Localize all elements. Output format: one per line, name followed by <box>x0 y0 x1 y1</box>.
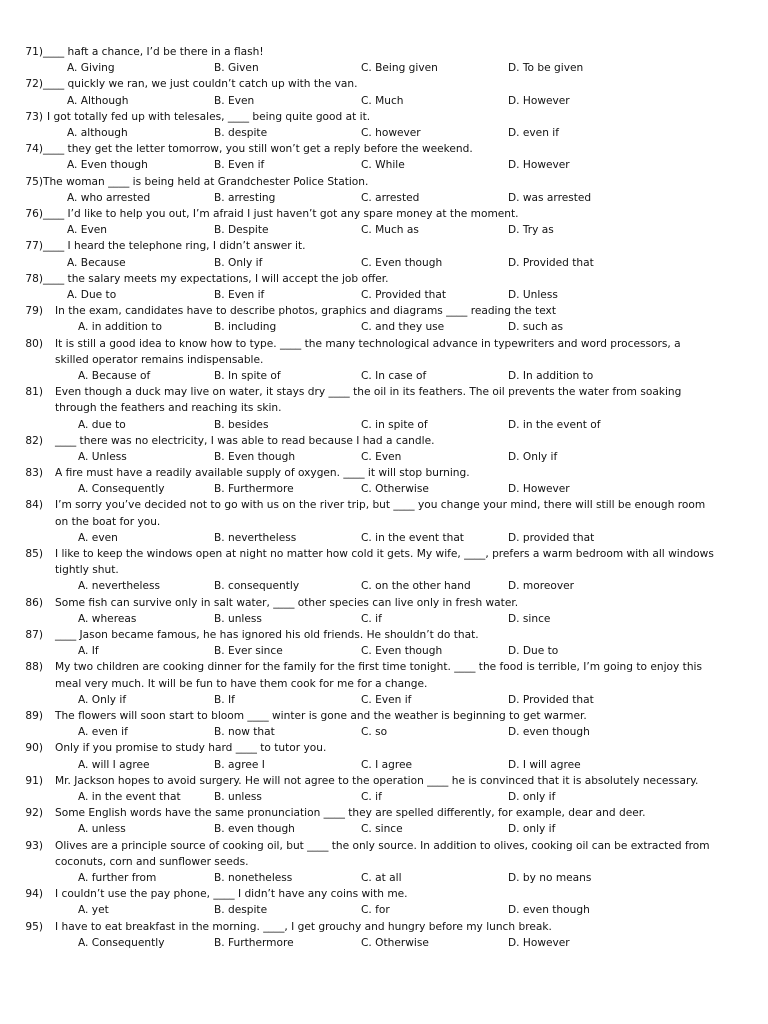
question-item <box>0 174 768 206</box>
question-number: 88) <box>25 661 43 674</box>
question-text: I couldn’t use the pay phone, ____ I didn’t have any coins with me. <box>55 888 408 901</box>
option-a: A. due to <box>78 418 126 431</box>
answer-options <box>0 93 768 109</box>
question-number: 90) <box>25 742 43 755</box>
answer-options <box>0 222 768 238</box>
question-number: 79) <box>25 305 43 318</box>
question-text: Some fish can survive only in salt water, ____ other species can live only in fresh water. <box>55 596 519 609</box>
question-number: 84) <box>25 499 43 512</box>
question-item <box>0 886 768 918</box>
question-number: 72) <box>25 78 43 91</box>
option-a: A. yet <box>78 904 109 917</box>
option-d: D. was arrested <box>508 191 592 204</box>
option-c: C. I agree <box>361 758 412 771</box>
question-stem <box>0 433 768 449</box>
option-d: D. even though <box>508 726 590 739</box>
option-c: C. Otherwise <box>361 483 429 496</box>
option-c: C. Even though <box>361 645 443 658</box>
option-c: C. since <box>361 823 403 836</box>
question-number: 92) <box>25 807 43 820</box>
question-stem <box>0 773 768 789</box>
question-number: 83) <box>25 467 43 480</box>
option-d: D. since <box>508 612 551 625</box>
question-stem <box>0 497 768 529</box>
question-number: 71) <box>25 46 43 58</box>
question-item <box>0 76 768 108</box>
question-number: 86) <box>25 596 43 609</box>
question-text: Only if you promise to study hard ____ to tutor you. <box>55 742 327 755</box>
question-stem <box>0 303 768 319</box>
worksheet <box>0 44 768 951</box>
option-c: C. however <box>361 126 421 139</box>
question-text: Mr. Jackson hopes to avoid surgery. He will not agree to the operation ____ he is convinced that it is absolutely necessary. <box>55 774 699 787</box>
option-d: D. In addition to <box>508 369 594 382</box>
question-stem <box>0 886 768 902</box>
option-b: B. unless <box>214 791 262 804</box>
question-number: 75) <box>25 175 43 188</box>
answer-options <box>0 255 768 271</box>
question-stem <box>0 805 768 821</box>
question-item <box>0 919 768 951</box>
option-a: A. even <box>78 531 118 544</box>
option-b: B. Only if <box>214 256 263 269</box>
option-c: C. Even though <box>361 256 443 269</box>
option-d: D. I will agree <box>508 758 581 771</box>
question-stem <box>0 44 768 60</box>
question-item <box>0 627 768 659</box>
question-stem <box>0 595 768 611</box>
answer-options <box>0 449 768 465</box>
option-b: B. Even though <box>214 450 296 463</box>
question-stem <box>0 384 768 416</box>
option-d: D. in the event of <box>508 418 601 431</box>
option-b: B. If <box>214 693 235 706</box>
option-d: D. Try as <box>508 224 554 237</box>
option-b: B. besides <box>214 418 269 431</box>
question-number: 89) <box>25 710 43 723</box>
option-c: C. and they use <box>361 321 445 334</box>
question-item <box>0 546 768 595</box>
answer-options <box>0 643 768 659</box>
question-text: I’m sorry you’ve decided not to go with us on the river trip, but ____ you change your mind, there will still be enough room on the boat for you. <box>55 499 709 528</box>
answer-options <box>0 578 768 594</box>
question-number: 94) <box>25 888 43 901</box>
option-d: D. Provided that <box>508 693 594 706</box>
option-c: C. Much as <box>361 224 419 237</box>
option-b: B. unless <box>214 612 262 625</box>
answer-options <box>0 481 768 497</box>
question-text: Olives are a principle source of cooking oil, but ____ the only source. In addition to olives, cooking oil can be extracted from coconuts, corn and sunflower seeds. <box>55 839 713 868</box>
option-c: C. if <box>361 791 382 804</box>
option-d: D. Provided that <box>508 256 594 269</box>
question-item <box>0 595 768 627</box>
option-b: B. even though <box>214 823 295 836</box>
question-text: ____ there was no electricity, I was able to read because I had a candle. <box>55 434 435 447</box>
question-stem <box>0 465 768 481</box>
question-stem <box>0 141 768 157</box>
option-c: C. on the other hand <box>361 580 471 593</box>
question-item <box>0 838 768 887</box>
question-text: ____ I heard the telephone ring, I didn’t answer it. <box>43 240 306 253</box>
option-b: B. Furthermore <box>214 936 294 949</box>
question-number: 95) <box>25 920 43 933</box>
question-stem <box>0 238 768 254</box>
option-a: A. in addition to <box>78 321 162 334</box>
option-b: B. agree I <box>214 758 265 771</box>
question-item <box>0 109 768 141</box>
question-stem <box>0 708 768 724</box>
answer-options <box>0 417 768 433</box>
question-item <box>0 740 768 772</box>
question-stem <box>0 546 768 578</box>
option-c: C. at all <box>361 872 402 885</box>
question-number: 80) <box>25 337 43 350</box>
question-stem <box>0 838 768 870</box>
question-item <box>0 384 768 433</box>
option-d: D. Due to <box>508 645 559 658</box>
option-d: D. even if <box>508 126 559 139</box>
answer-options <box>0 60 768 76</box>
option-d: D. only if <box>508 823 556 836</box>
option-b: B. nonetheless <box>214 872 293 885</box>
question-item <box>0 805 768 837</box>
option-a: A. Consequently <box>78 936 165 949</box>
answer-options <box>0 870 768 886</box>
option-a: A. even if <box>78 726 128 739</box>
option-d: D. Only if <box>508 450 558 463</box>
answer-options <box>0 611 768 627</box>
question-number: 85) <box>25 548 43 561</box>
option-d: D. However <box>508 936 570 949</box>
answer-options <box>0 125 768 141</box>
question-stem <box>0 659 768 691</box>
option-a: A. in the event that <box>78 791 181 804</box>
question-item <box>0 271 768 303</box>
question-stem <box>0 919 768 935</box>
answer-options <box>0 530 768 546</box>
question-text: I like to keep the windows open at night no matter how cold it gets. My wife, ____, prefers a warm bedroom with all windows tightly shut. <box>55 548 718 577</box>
option-c: C. In case of <box>361 369 427 382</box>
question-number: 81) <box>25 386 43 399</box>
option-a: A. Only if <box>78 693 127 706</box>
option-a: A. If <box>78 645 99 658</box>
question-stem <box>0 174 768 190</box>
question-stem <box>0 627 768 643</box>
question-stem <box>0 109 768 125</box>
option-d: D. However <box>508 483 570 496</box>
option-d: D. by no means <box>508 872 592 885</box>
option-a: A. although <box>67 126 128 139</box>
option-c: C. if <box>361 612 382 625</box>
question-text: The woman ____ is being held at Grandchester Police Station. <box>43 175 369 188</box>
option-a: A. whereas <box>78 612 137 625</box>
option-a: A. Even though <box>67 159 148 172</box>
option-a: A. Giving <box>67 62 115 75</box>
answer-options <box>0 789 768 805</box>
question-item <box>0 433 768 465</box>
option-c: C. Provided that <box>361 288 446 301</box>
question-number: 76) <box>25 207 43 220</box>
question-stem <box>0 76 768 92</box>
option-d: D. Unless <box>508 288 558 301</box>
option-b: B. despite <box>214 904 268 917</box>
option-a: A. further from <box>78 872 157 885</box>
option-c: C. Otherwise <box>361 936 429 949</box>
option-b: B. Ever since <box>214 645 283 658</box>
question-item <box>0 659 768 708</box>
question-text: ____ quickly we ran, we just couldn’t catch up with the van. <box>43 78 358 91</box>
question-text: It is still a good idea to know how to type. ____ the many technological advance in typewriters and word processors, a skilled operator remains indispensable. <box>55 337 684 366</box>
question-stem <box>0 740 768 756</box>
question-item <box>0 465 768 497</box>
question-text: Even though a duck may live on water, it stays dry ____ the oil in its feathers. The oil prevents the water from soaking through the feathers and reaching its skin. <box>55 386 685 415</box>
option-a: A. Unless <box>78 450 127 463</box>
question-text: I got totally fed up with telesales, ____ being quite good at it. <box>47 110 371 123</box>
option-b: B. arresting <box>214 191 276 204</box>
option-d: D. However <box>508 159 570 172</box>
question-text: ____ I’d like to help you out, I’m afraid I just haven’t got any spare money at the moment. <box>43 207 519 220</box>
question-item <box>0 238 768 270</box>
question-item <box>0 44 768 76</box>
answer-options <box>0 724 768 740</box>
option-b: B. consequently <box>214 580 300 593</box>
option-a: A. nevertheless <box>78 580 161 593</box>
answer-options <box>0 821 768 837</box>
option-b: B. Given <box>214 62 259 75</box>
question-text: I have to eat breakfast in the morning. ____, I get grouchy and hungry before my lunch break. <box>55 920 552 933</box>
option-a: A. Consequently <box>78 483 165 496</box>
option-d: D. even though <box>508 904 590 917</box>
question-item <box>0 206 768 238</box>
option-b: B. including <box>214 321 277 334</box>
answer-options <box>0 692 768 708</box>
question-stem <box>0 336 768 368</box>
option-c: C. arrested <box>361 191 420 204</box>
answer-options <box>0 368 768 384</box>
question-text: In the exam, candidates have to describe photos, graphics and diagrams ____ reading the text <box>55 305 556 318</box>
answer-options <box>0 190 768 206</box>
option-b: B. Even if <box>214 159 265 172</box>
question-stem <box>0 206 768 222</box>
question-text: ____ haft a chance, I’d be there in a flash! <box>43 46 264 58</box>
option-c: C. Much <box>361 94 404 107</box>
question-item <box>0 141 768 173</box>
question-item <box>0 303 768 335</box>
option-a: A. who arrested <box>67 191 151 204</box>
option-c: C. in the event that <box>361 531 464 544</box>
answer-options <box>0 287 768 303</box>
question-item <box>0 497 768 546</box>
answer-options <box>0 157 768 173</box>
option-a: A. Due to <box>67 288 117 301</box>
option-b: B. despite <box>214 126 268 139</box>
answer-options <box>0 757 768 773</box>
option-c: C. Even <box>361 450 402 463</box>
option-b: B. In spite of <box>214 369 281 382</box>
option-d: D. To be given <box>508 62 584 75</box>
option-d: D. moreover <box>508 580 574 593</box>
option-c: C. Being given <box>361 62 438 75</box>
answer-options <box>0 902 768 918</box>
option-a: A. Because <box>67 256 126 269</box>
option-d: D. only if <box>508 791 556 804</box>
question-number: 93) <box>25 839 43 852</box>
option-a: A. Because of <box>78 369 151 382</box>
question-item <box>0 708 768 740</box>
option-b: B. Even <box>214 94 255 107</box>
question-text: Some English words have the same pronunciation ____ they are spelled differently, for example, dear and deer. <box>55 807 646 820</box>
option-d: D. provided that <box>508 531 595 544</box>
option-a: A. Although <box>67 94 129 107</box>
option-b: B. nevertheless <box>214 531 297 544</box>
option-a: A. Even <box>67 224 107 237</box>
answer-options <box>0 935 768 951</box>
question-text: ____ Jason became famous, he has ignored his old friends. He shouldn’t do that. <box>55 629 479 642</box>
option-d: D. such as <box>508 321 564 334</box>
question-stem <box>0 271 768 287</box>
question-text: The flowers will soon start to bloom ____ winter is gone and the weather is beginning to get warmer. <box>55 710 587 723</box>
option-c: C. in spite of <box>361 418 428 431</box>
option-b: B. Furthermore <box>214 483 294 496</box>
option-b: B. now that <box>214 726 275 739</box>
question-text: ____ the salary meets my expectations, I will accept the job offer. <box>43 272 389 285</box>
option-a: A. will I agree <box>78 758 150 771</box>
option-d: D. However <box>508 94 570 107</box>
option-c: C. for <box>361 904 390 917</box>
question-item <box>0 336 768 385</box>
option-c: C. so <box>361 726 388 739</box>
question-text: ____ they get the letter tomorrow, you still won’t get a reply before the weekend. <box>43 143 473 156</box>
option-c: C. Even if <box>361 693 412 706</box>
question-number: 74) <box>25 143 43 156</box>
question-number: 73) <box>25 110 43 123</box>
option-c: C. While <box>361 159 405 172</box>
question-number: 91) <box>25 774 43 787</box>
question-number: 77) <box>25 240 43 253</box>
question-number: 78) <box>25 272 43 285</box>
question-text: A fire must have a readily available supply of oxygen. ____ it will stop burning. <box>55 467 470 480</box>
question-number: 87) <box>25 629 43 642</box>
question-item <box>0 773 768 805</box>
option-b: B. Despite <box>214 224 269 237</box>
option-a: A. unless <box>78 823 126 836</box>
question-number: 82) <box>25 434 43 447</box>
answer-options <box>0 319 768 335</box>
option-b: B. Even if <box>214 288 265 301</box>
question-text: My two children are cooking dinner for the family for the first time tonight. ____ the food is terrible, I’m going to enjoy this meal very much. It will be fun to have them cook for me for a change. <box>55 661 706 690</box>
